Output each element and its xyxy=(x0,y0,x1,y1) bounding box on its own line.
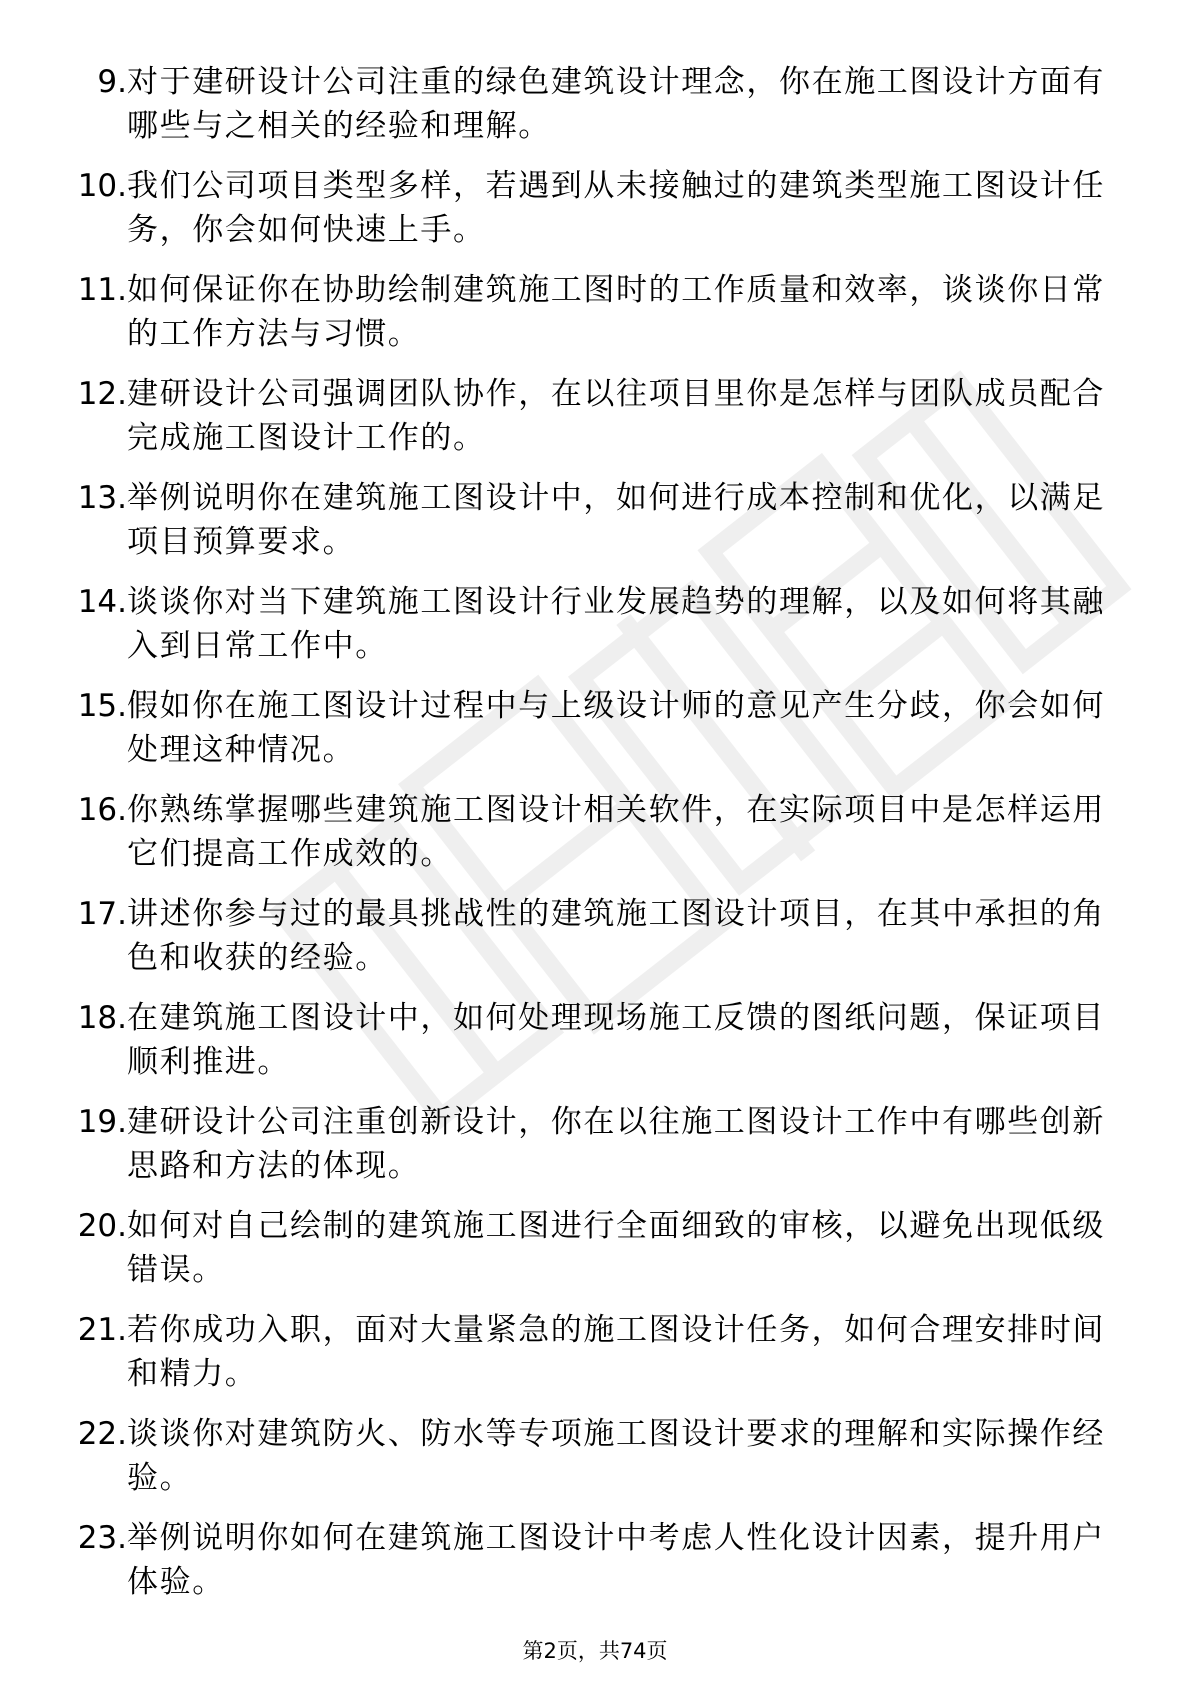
page-number-label: 第2页，共74页 xyxy=(522,1639,668,1663)
question-text: 举例说明你如何在建筑施工图设计中考虑人性化设计因素，提升用户体验。 xyxy=(127,1520,1105,1600)
question-number: 22. xyxy=(77,1416,127,1452)
question-text: 如何对自己绘制的建筑施工图进行全面细致的审核，以避免出现低级错误。 xyxy=(127,1208,1105,1288)
question-text: 谈谈你对建筑防火、防水等专项施工图设计要求的理解和实际操作经验。 xyxy=(127,1416,1105,1496)
question-item xyxy=(0,52,1190,156)
question-number: 18. xyxy=(77,1000,127,1036)
question-number: 21. xyxy=(77,1312,127,1348)
question-item xyxy=(0,260,1190,364)
question-number: 12. xyxy=(77,376,127,412)
question-item xyxy=(0,156,1190,260)
question-text: 如何保证你在协助绘制建筑施工图时的工作质量和效率，谈谈你日常的工作方法与习惯。 xyxy=(127,272,1105,352)
question-number: 10. xyxy=(77,168,127,204)
question-text: 你熟练掌握哪些建筑施工图设计相关软件，在实际项目中是怎样运用它们提高工作成效的。 xyxy=(127,792,1105,872)
question-item xyxy=(0,468,1190,572)
question-number: 16. xyxy=(77,792,127,828)
question-number: 17. xyxy=(77,896,127,932)
question-number: 9. xyxy=(97,64,127,100)
question-text: 我们公司项目类型多样，若遇到从未接触过的建筑类型施工图设计任务，你会如何快速上手。 xyxy=(127,168,1105,248)
question-item xyxy=(0,1196,1190,1300)
question-item xyxy=(0,676,1190,780)
question-item xyxy=(0,364,1190,468)
question-item xyxy=(0,780,1190,884)
question-number: 23. xyxy=(77,1520,127,1556)
question-text: 讲述你参与过的最具挑战性的建筑施工图设计项目，在其中承担的角色和收获的经验。 xyxy=(127,896,1105,976)
question-text: 谈谈你对当下建筑施工图设计行业发展趋势的理解，以及如何将其融入到日常工作中。 xyxy=(127,584,1105,664)
question-item xyxy=(0,572,1190,676)
question-item xyxy=(0,884,1190,988)
question-number: 14. xyxy=(77,584,127,620)
question-number: 13. xyxy=(77,480,127,516)
question-text: 若你成功入职，面对大量紧急的施工图设计任务，如何合理安排时间和精力。 xyxy=(127,1312,1105,1392)
question-item xyxy=(0,1300,1190,1404)
question-number: 19. xyxy=(77,1104,127,1140)
question-text: 建研设计公司强调团队协作，在以往项目里你是怎样与团队成员配合完成施工图设计工作的。 xyxy=(127,376,1105,456)
question-text: 对于建研设计公司注重的绿色建筑设计理念，你在施工图设计方面有哪些与之相关的经验和理解。 xyxy=(127,64,1105,144)
page-footer xyxy=(0,1636,1190,1666)
question-text: 假如你在施工图设计过程中与上级设计师的意见产生分歧，你会如何处理这种情况。 xyxy=(127,688,1105,768)
question-number: 20. xyxy=(77,1208,127,1244)
question-text: 建研设计公司注重创新设计，你在以往施工图设计工作中有哪些创新思路和方法的体现。 xyxy=(127,1104,1105,1184)
question-item xyxy=(0,1508,1190,1612)
question-number: 11. xyxy=(77,272,127,308)
question-list xyxy=(0,52,1190,1612)
question-text: 举例说明你在建筑施工图设计中，如何进行成本控制和优化，以满足项目预算要求。 xyxy=(127,480,1105,560)
question-item xyxy=(0,1404,1190,1508)
question-item xyxy=(0,1092,1190,1196)
question-number: 15. xyxy=(77,688,127,724)
question-text: 在建筑施工图设计中，如何处理现场施工反馈的图纸问题，保证项目顺利推进。 xyxy=(127,1000,1105,1080)
question-item xyxy=(0,988,1190,1092)
